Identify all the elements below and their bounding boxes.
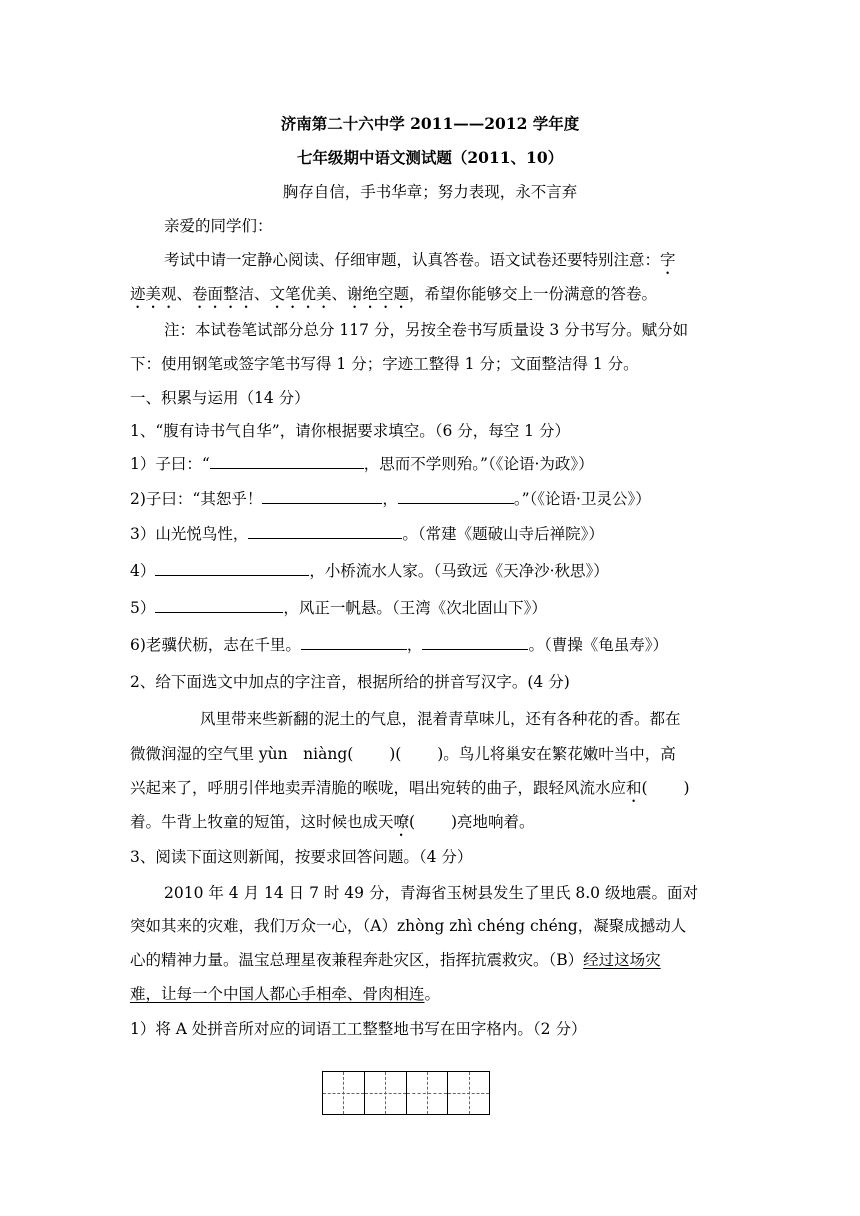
item-text: 。”（《论语·卫灵公》） bbox=[513, 490, 651, 508]
item-text: 4） bbox=[130, 562, 156, 580]
passage-text: 着。牛背上牧童的短笛，这时候也成天 bbox=[130, 813, 394, 831]
q2-passage-line-1: 风里带来些新翻的泥土的气息，混着青草味儿，还有各种花的香。都在 bbox=[200, 710, 681, 728]
answer-blank[interactable] bbox=[398, 489, 514, 504]
item-text: 5） bbox=[130, 599, 156, 617]
item-text: ，风正一帆悬。（王湾《次北固山下》） bbox=[283, 599, 547, 617]
motto: 胸存自信，手书华章；努力表现，永不言弃 bbox=[282, 183, 578, 201]
item-text: ， bbox=[406, 636, 423, 654]
tianzige-grid[interactable] bbox=[322, 1071, 490, 1115]
grid-cell[interactable] bbox=[323, 1072, 365, 1114]
news-text: 。 bbox=[424, 985, 441, 1003]
answer-blank[interactable] bbox=[155, 561, 309, 576]
dotted-char: 嘹 bbox=[393, 813, 410, 831]
news-text: 心的精神力量。温宝总理星夜兼程奔赴灾区，指挥抗震救灾。（B） bbox=[130, 951, 584, 969]
intro-line-1 bbox=[164, 248, 676, 278]
answer-blank[interactable] bbox=[210, 454, 364, 469]
dotted-char: 和 bbox=[626, 779, 642, 797]
question-2-stem: 2、给下面选文中加点的字注音，根据所给的拼音写汉字。(4 分) bbox=[130, 673, 570, 691]
grid-cell[interactable] bbox=[365, 1072, 407, 1114]
item-text: 。（常建《题破山寺后禅院》） bbox=[402, 525, 604, 543]
q1-item-5 bbox=[130, 596, 547, 618]
item-text: 6)老骥伏枥，志在千里。 bbox=[130, 636, 301, 654]
exam-title-subject: 七年级期中语文测试题（2011、10） bbox=[296, 148, 564, 167]
q2-passage-line-2: 微微润湿的空气里 yùn niàng( )( )。鸟儿将巢安在繁花嫩叶当中，高 bbox=[130, 745, 676, 763]
q2-passage-line-3 bbox=[130, 776, 690, 806]
grid-cell[interactable] bbox=[407, 1072, 449, 1114]
q3-news-line-3 bbox=[130, 948, 661, 970]
grid-cell[interactable] bbox=[448, 1072, 489, 1114]
underlined-text: 难，让每一个中国人都心手相牵、骨肉相连 bbox=[130, 985, 425, 1003]
passage-text: ( )亮地响着。 bbox=[409, 813, 535, 831]
dotted-text: 字 bbox=[660, 251, 676, 269]
q3-news-line-2: 突如其来的灾难，我们万众一心，（A）zhòng zhì chéng chéng，凝聚成撼动人 bbox=[130, 917, 687, 935]
intro-text: ，希望你能够交上一份满意的答卷。 bbox=[409, 285, 658, 303]
question-1-stem: 1、“腹有诗书气自华”，请你根据要求填空。（6 分，每空 1 分） bbox=[130, 422, 570, 440]
item-text: 。（曹操《龟虽寿》） bbox=[528, 636, 668, 654]
underlined-text: 经过这场灾 bbox=[583, 951, 661, 969]
answer-paren[interactable]: ( ) bbox=[641, 779, 690, 797]
answer-blank[interactable] bbox=[262, 489, 382, 504]
q3-news-line-1: 2010 年 4 月 14 日 7 时 49 分，青海省玉树县发生了里氏 8.0 级地震。面对 bbox=[164, 884, 698, 902]
dotted-text: 迹美观、卷面整洁、文笔优美、谢绝空题 bbox=[130, 285, 410, 303]
question-3-stem: 3、阅读下面这则新闻，按要求回答问题。（4 分） bbox=[130, 848, 473, 866]
q3-news-line-4 bbox=[130, 982, 440, 1004]
q1-item-6 bbox=[130, 633, 668, 655]
intro-text: 考试中请一定静心阅读、仔细审题，认真答卷。语文试卷还要特别注意： bbox=[164, 251, 661, 269]
item-text: 1）子曰：“ bbox=[130, 455, 210, 473]
q2-passage-line-4 bbox=[130, 810, 535, 840]
q3-sub-1: 1）将 A 处拼音所对应的词语工工整整地书写在田字格内。（2 分） bbox=[130, 1020, 587, 1038]
note-line-1: 注：本试卷笔试部分总分 117 分，另按全卷书写质量设 3 分书写分。赋分如 bbox=[164, 321, 689, 339]
item-text: ， bbox=[382, 490, 398, 508]
answer-blank[interactable] bbox=[301, 635, 407, 650]
exam-title-school: 济南第二十六中学 2011——2012 学年度 bbox=[280, 114, 580, 133]
item-text: 3）山光悦鸟性， bbox=[130, 525, 249, 543]
q1-item-3 bbox=[130, 522, 604, 544]
greeting: 亲爱的同学们： bbox=[164, 217, 273, 235]
q1-item-2 bbox=[130, 487, 651, 509]
item-text: 2)子曰：“其恕乎！ bbox=[130, 490, 263, 508]
section-heading: 一、积累与运用（14 分） bbox=[130, 389, 310, 407]
note-line-2: 下：使用钢笔或签字笔书写得 1 分；字迹工整得 1 分；文面整洁得 1 分。 bbox=[130, 355, 639, 373]
q1-item-4 bbox=[130, 559, 609, 581]
intro-line-2 bbox=[130, 282, 657, 312]
passage-text: 兴起来了，呼朋引伴地卖弄清脆的喉咙，唱出宛转的曲子，跟轻风流水应 bbox=[130, 779, 627, 797]
answer-blank[interactable] bbox=[422, 635, 528, 650]
item-text: ，小桥流水人家。（马致远《天净沙·秋思》） bbox=[309, 562, 609, 580]
answer-blank[interactable] bbox=[248, 524, 402, 539]
answer-blank[interactable] bbox=[155, 598, 283, 613]
item-text: ，思而不学则殆。”（《论语·为政》） bbox=[363, 455, 594, 473]
q1-item-1 bbox=[130, 452, 594, 474]
